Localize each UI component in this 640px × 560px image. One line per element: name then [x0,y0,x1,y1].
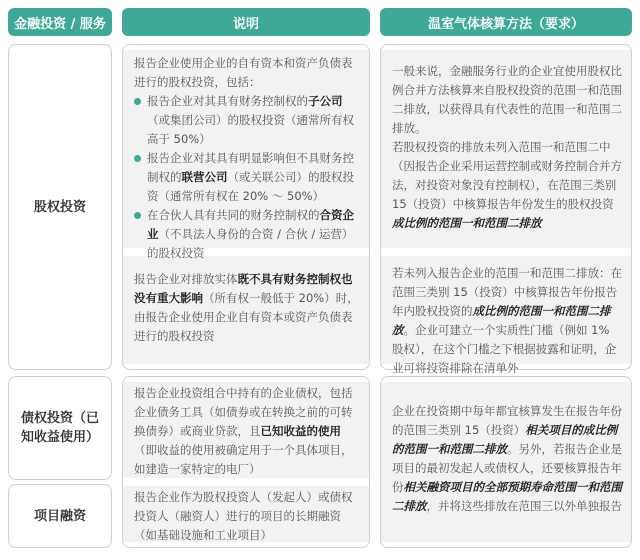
equity-description-2 [134,270,362,346]
shared-method-em1: 相关项目的成比例的范围一和范围二排放 [392,423,618,456]
header-accounting-method: 温室气体核算方法（要求） [380,8,632,36]
shared-method-pre: 企业在投资期中每年都宜核算发生在报告年份的范围三类别 15（投资） [392,404,622,437]
equity-method-2-em: 成比例的范围一和范围二排放 [392,304,611,337]
equity-method-2-post: 。企业可建立一个实质性门槛（例如 1% 股权），在这个门槛之下根据披露和证明，企业可将投资排除在清单外 [392,323,617,375]
equity-method-para-2 [392,138,624,233]
header-financial-investment: 金融投资 / 服务 [8,8,112,36]
equity-description-1 [134,54,362,263]
bullet-subsidiary [134,92,362,149]
bullet-associate [134,149,362,206]
equity-description-2-post: （所有权一般低于 20%）时，由报告企业使用企业自有资本或资产负债表进行的股权投资 [134,291,359,343]
bullet-associate-pre: 报告企业对其具有明显影响但不具财务控制权的 [147,151,354,184]
row-label-debt: 债权投资（已知收益使用） [20,411,99,445]
bullet-subsidiary-pre: 报告企业对其具有财务控制权的 [147,94,308,108]
project-description: 报告企业作为股权投资人（发起人）或债权投资人（融资人）进行的项目的长期融资（如基础设施和工业项目） [134,490,353,542]
bullet-associate-post: （或关联公司）的股权投资（通常所有权在 20% ～ 50%） [147,170,354,203]
row-label-project: 项目融资 [33,508,86,524]
equity-method-para-2-pre: 若股权投资的排放未列入范围一和范围二中（因报告企业采用运营控制或财务控制合并方法，对投资对象没有控制权），在范围三类别 15（投资）中核算报告年份发生的股权投资 [392,140,622,211]
shared-method-em2: 相关融资项目的全部预期寿命范围一和范围二排放 [392,480,622,513]
row-label-equity: 股权投资 [33,199,86,215]
equity-method-para-2-em: 成比例的范围一和范围二排放 [392,216,542,230]
equity-method-1 [392,62,624,233]
debt-description-post: （即收益的使用被确定用于一个具体项目，如建造一家特定的电厂） [134,443,353,476]
debt-project-method [392,402,624,516]
shared-method-post: ，并将这些排放在范围三以外单独报告 [426,499,622,513]
equity-description-2-pre: 报告企业对排放实体 [134,272,238,286]
bullet-subsidiary-bold: 子公司 [308,94,343,108]
equity-method-para-1: 一般来说，金融服务行业的企业宜使用股权比例合并方法核算来自股权投资的范围一和范围二排放，以获得具有代表性的范围一和范围二排放。 [392,64,622,135]
equity-description-2-bold: 既不具有财务控制权也没有重大影响 [134,272,353,305]
bullet-associate-bold: 联营公司 [181,170,228,184]
bullet-jv-bold: 合资企业 [147,208,354,241]
bullet-joint-venture [134,206,362,263]
debt-description-bold: 已知收益的使用 [260,424,341,438]
equity-method-2-pre: 若未列入报告企业的范围一和范围二排放：在范围三类别 15（投资）中核算报告年份报告年内股权投资的 [392,266,622,318]
equity-bullet-list [134,92,362,263]
header-description: 说明 [122,8,370,36]
bullet-subsidiary-post: （或集团公司）的股权投资（通常所有权高于 50%） [147,113,354,146]
debt-description-pre: 报告企业投资组合中持有的企业债权，包括企业债务工具（如债券或在转换之前的可转换债券）或商业贷款，且 [134,386,353,438]
equity-description-intro: 报告企业使用企业的自有资本和资产负债表进行的股权投资，包括： [134,56,353,89]
bullet-jv-post: （不具法人身份的合资 / 合伙 / 运营）的股权投资 [147,227,354,260]
equity-method-2 [392,264,624,378]
debt-description [134,384,362,479]
bullet-jv-pre: 在合伙人具有共同的财务控制权的 [147,208,320,222]
shared-method-mid: 。另外，若报告企业是项目的最初发起人或债权人，还要核算报告年份 [392,442,622,494]
